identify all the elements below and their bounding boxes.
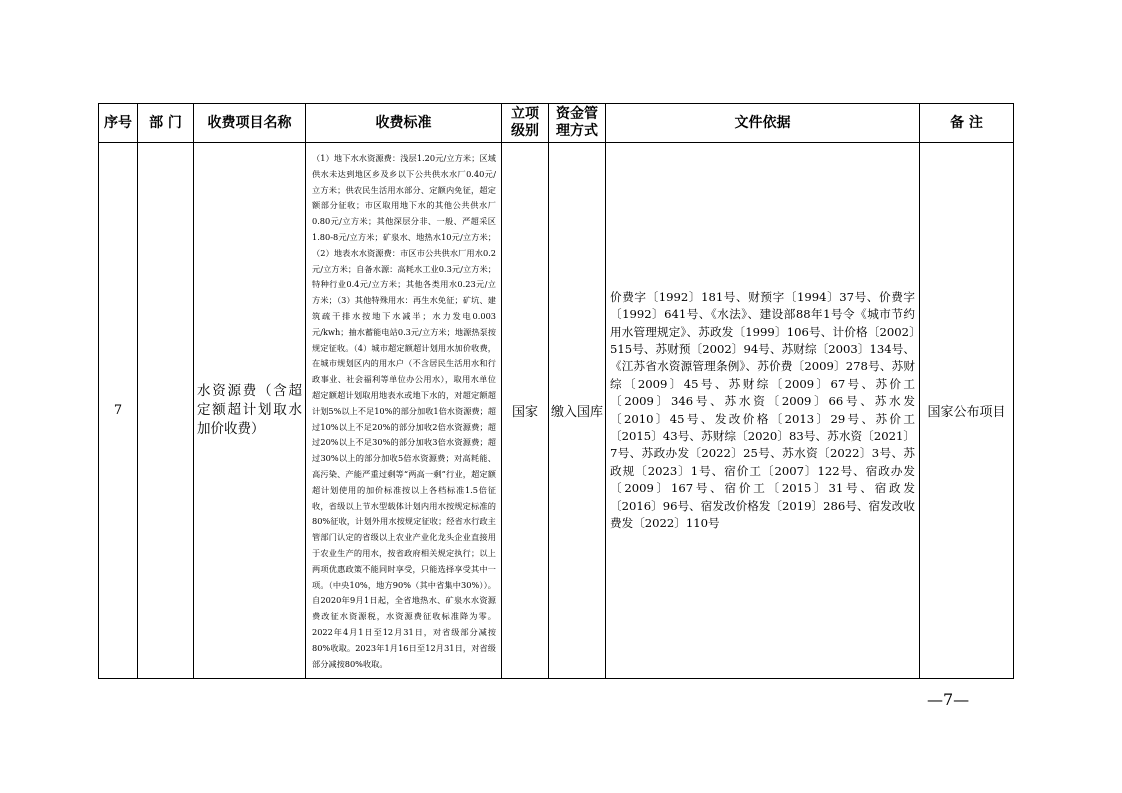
cell-level: 国家 <box>502 143 549 679</box>
cell-basis: 价费字〔1992〕181号、财预字〔1994〕37号、价费字〔1992〕641号、《水法》、建设部88年1号令《城市节约用水管理规定》、苏政发〔1999〕106号、计价格〔2002〕515号、苏财预〔2002〕94号、苏财综〔2003〕134号、《江苏省水资源管理条例》、苏价费〔2009〕278号、苏财综〔2009〕45号、苏财综〔2009〕67号、苏价工〔2009〕346号、苏水资〔2009〕66号、苏水发〔2010〕45号、发改价格〔2013〕29号、苏价工〔2015〕43号、苏财综〔2020〕83号、苏水资〔2021〕7号、苏政办发〔2022〕25号、苏水资〔2022〕3号、苏政规〔2023〕1号、宿价工〔2007〕122号、宿政办发〔2009〕167号、宿价工〔2015〕31号、宿政发〔2016〕96号、宿发改价格发〔2019〕286号、宿发改收费发〔2022〕110号 <box>606 143 920 679</box>
header-remark: 备 注 <box>920 104 1014 143</box>
header-level <box>502 104 549 143</box>
header-mgmt-line-1: 资金管 <box>556 106 598 122</box>
table-row <box>99 143 1014 679</box>
table-header-row <box>99 104 1014 143</box>
header-basis: 文件依据 <box>606 104 920 143</box>
cell-mgmt: 缴入国库 <box>549 143 606 679</box>
header-mgmt-line-2: 理方式 <box>556 123 598 139</box>
header-dept: 部 门 <box>138 104 194 143</box>
cell-dept <box>138 143 194 679</box>
cell-remark: 国家公布项目 <box>920 143 1014 679</box>
header-mgmt <box>549 104 606 143</box>
cell-item-name: 水资源费（含超定额超计划取水加价收费） <box>194 143 306 679</box>
cell-seq: 7 <box>99 143 138 679</box>
header-standard: 收费标准 <box>306 104 502 143</box>
cell-standard: （1）地下水水资源费：浅层1.20元/立方米；区域供水未达到地区乡及乡以下公共供水水厂0.40元/立方米；供农民生活用水部分、定额内免征，超定额部分征收；市区取用地下水的其他公共供水厂0.80元/立方米；其他深层分非、一般、严超采区1.80-8元/立方米；矿泉水、地热水10元/立方米；（2）地表水水资源费：市区市公共供水厂用水0.2元/立方米；自备水源：高耗水工业0.3元/立方米；特种行业0.4元/立方米；其他各类用水0.23元/立方米；（3）其他特殊用水：再生水免征；矿坑、建筑疏干排水按地下水减半；水力发电0.003元/kwh；抽水蓄能电站0.3元/立方米；地源热泵按规定征收。（4）城市超定额超计划用水加价收费，在城市规划区内的用水户（不含居民生活用水和行政事业、社会福利等单位办公用水），取用水单位超定额超计划取用地表水或地下水的，对超定额超计划5%以上不足10%的部分加收1倍水资源费；超过10%以上不足20%的部分加收2倍水资源费；超过20%以上不足30%的部分加收3倍水资源费；超过30%以上的部分加收5倍水资源费；对高耗能、高污染、产能严重过剩等“两高一剩”行业，超定额超计划使用的加价标准按以上各档标准1.5倍征收，省级以上节水型载体计划内用水按规定标准的80%征收，计划外用水按规定征收；经省水行政主管部门认定的省级以上农业产业化龙头企业直接用于农业生产的用水，按省政府相关规定执行；以上两项优惠政策不能同时享受，只能选择享受其中一项。（中央10%，地方90%（其中省集中30%））。自2020年9月1日起，全省地热水、矿泉水水资源费改征水资源税，水资源费征收标准降为零。2022年4月1日至12月31日，对省级部分减按80%收取。2023年1月16日至12月31日，对省级部分减按80%收取。 <box>306 143 502 679</box>
page-number: —7— <box>927 690 970 709</box>
header-seq: 序号 <box>99 104 138 143</box>
header-level-line-2: 级别 <box>511 123 539 139</box>
fee-table <box>98 103 1014 679</box>
header-item-name: 收费项目名称 <box>194 104 306 143</box>
header-level-line-1: 立项 <box>511 106 539 122</box>
